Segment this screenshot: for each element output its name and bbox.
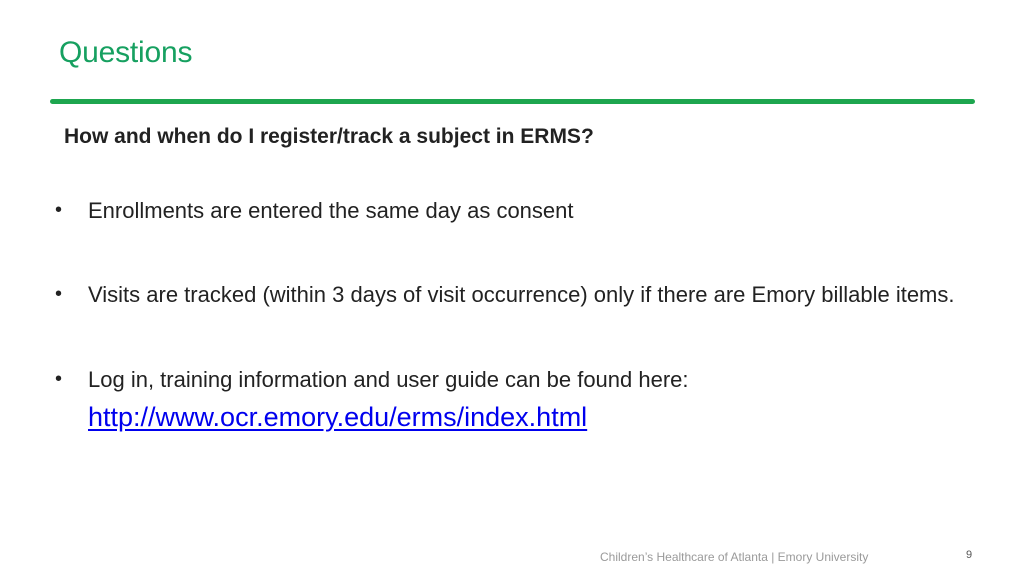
slide-subtitle: How and when do I register/track a subject in ERMS? bbox=[64, 125, 594, 148]
bullet-item bbox=[55, 362, 955, 436]
bullet-item bbox=[55, 277, 955, 312]
slide-title: Questions bbox=[59, 36, 193, 69]
bullet-text: Log in, training information and user guide can be found here: bbox=[88, 367, 689, 392]
page-number: 9 bbox=[966, 549, 973, 561]
bullet-text: Visits are tracked (within 3 days of visit occurrence) only if there are Emory billable items. bbox=[88, 282, 955, 307]
footer-text: Children’s Healthcare of Atlanta | Emory University bbox=[600, 550, 869, 564]
bullet-list bbox=[55, 193, 955, 436]
bullet-dot-icon: • bbox=[55, 368, 63, 390]
erms-link[interactable]: http://www.ocr.emory.edu/erms/index.html bbox=[88, 402, 588, 432]
title-divider bbox=[50, 99, 975, 104]
bullet-item bbox=[55, 193, 955, 228]
bullet-dot-icon: • bbox=[55, 283, 63, 305]
bullet-dot-icon: • bbox=[55, 199, 63, 221]
bullet-text: Enrollments are entered the same day as consent bbox=[88, 198, 574, 223]
